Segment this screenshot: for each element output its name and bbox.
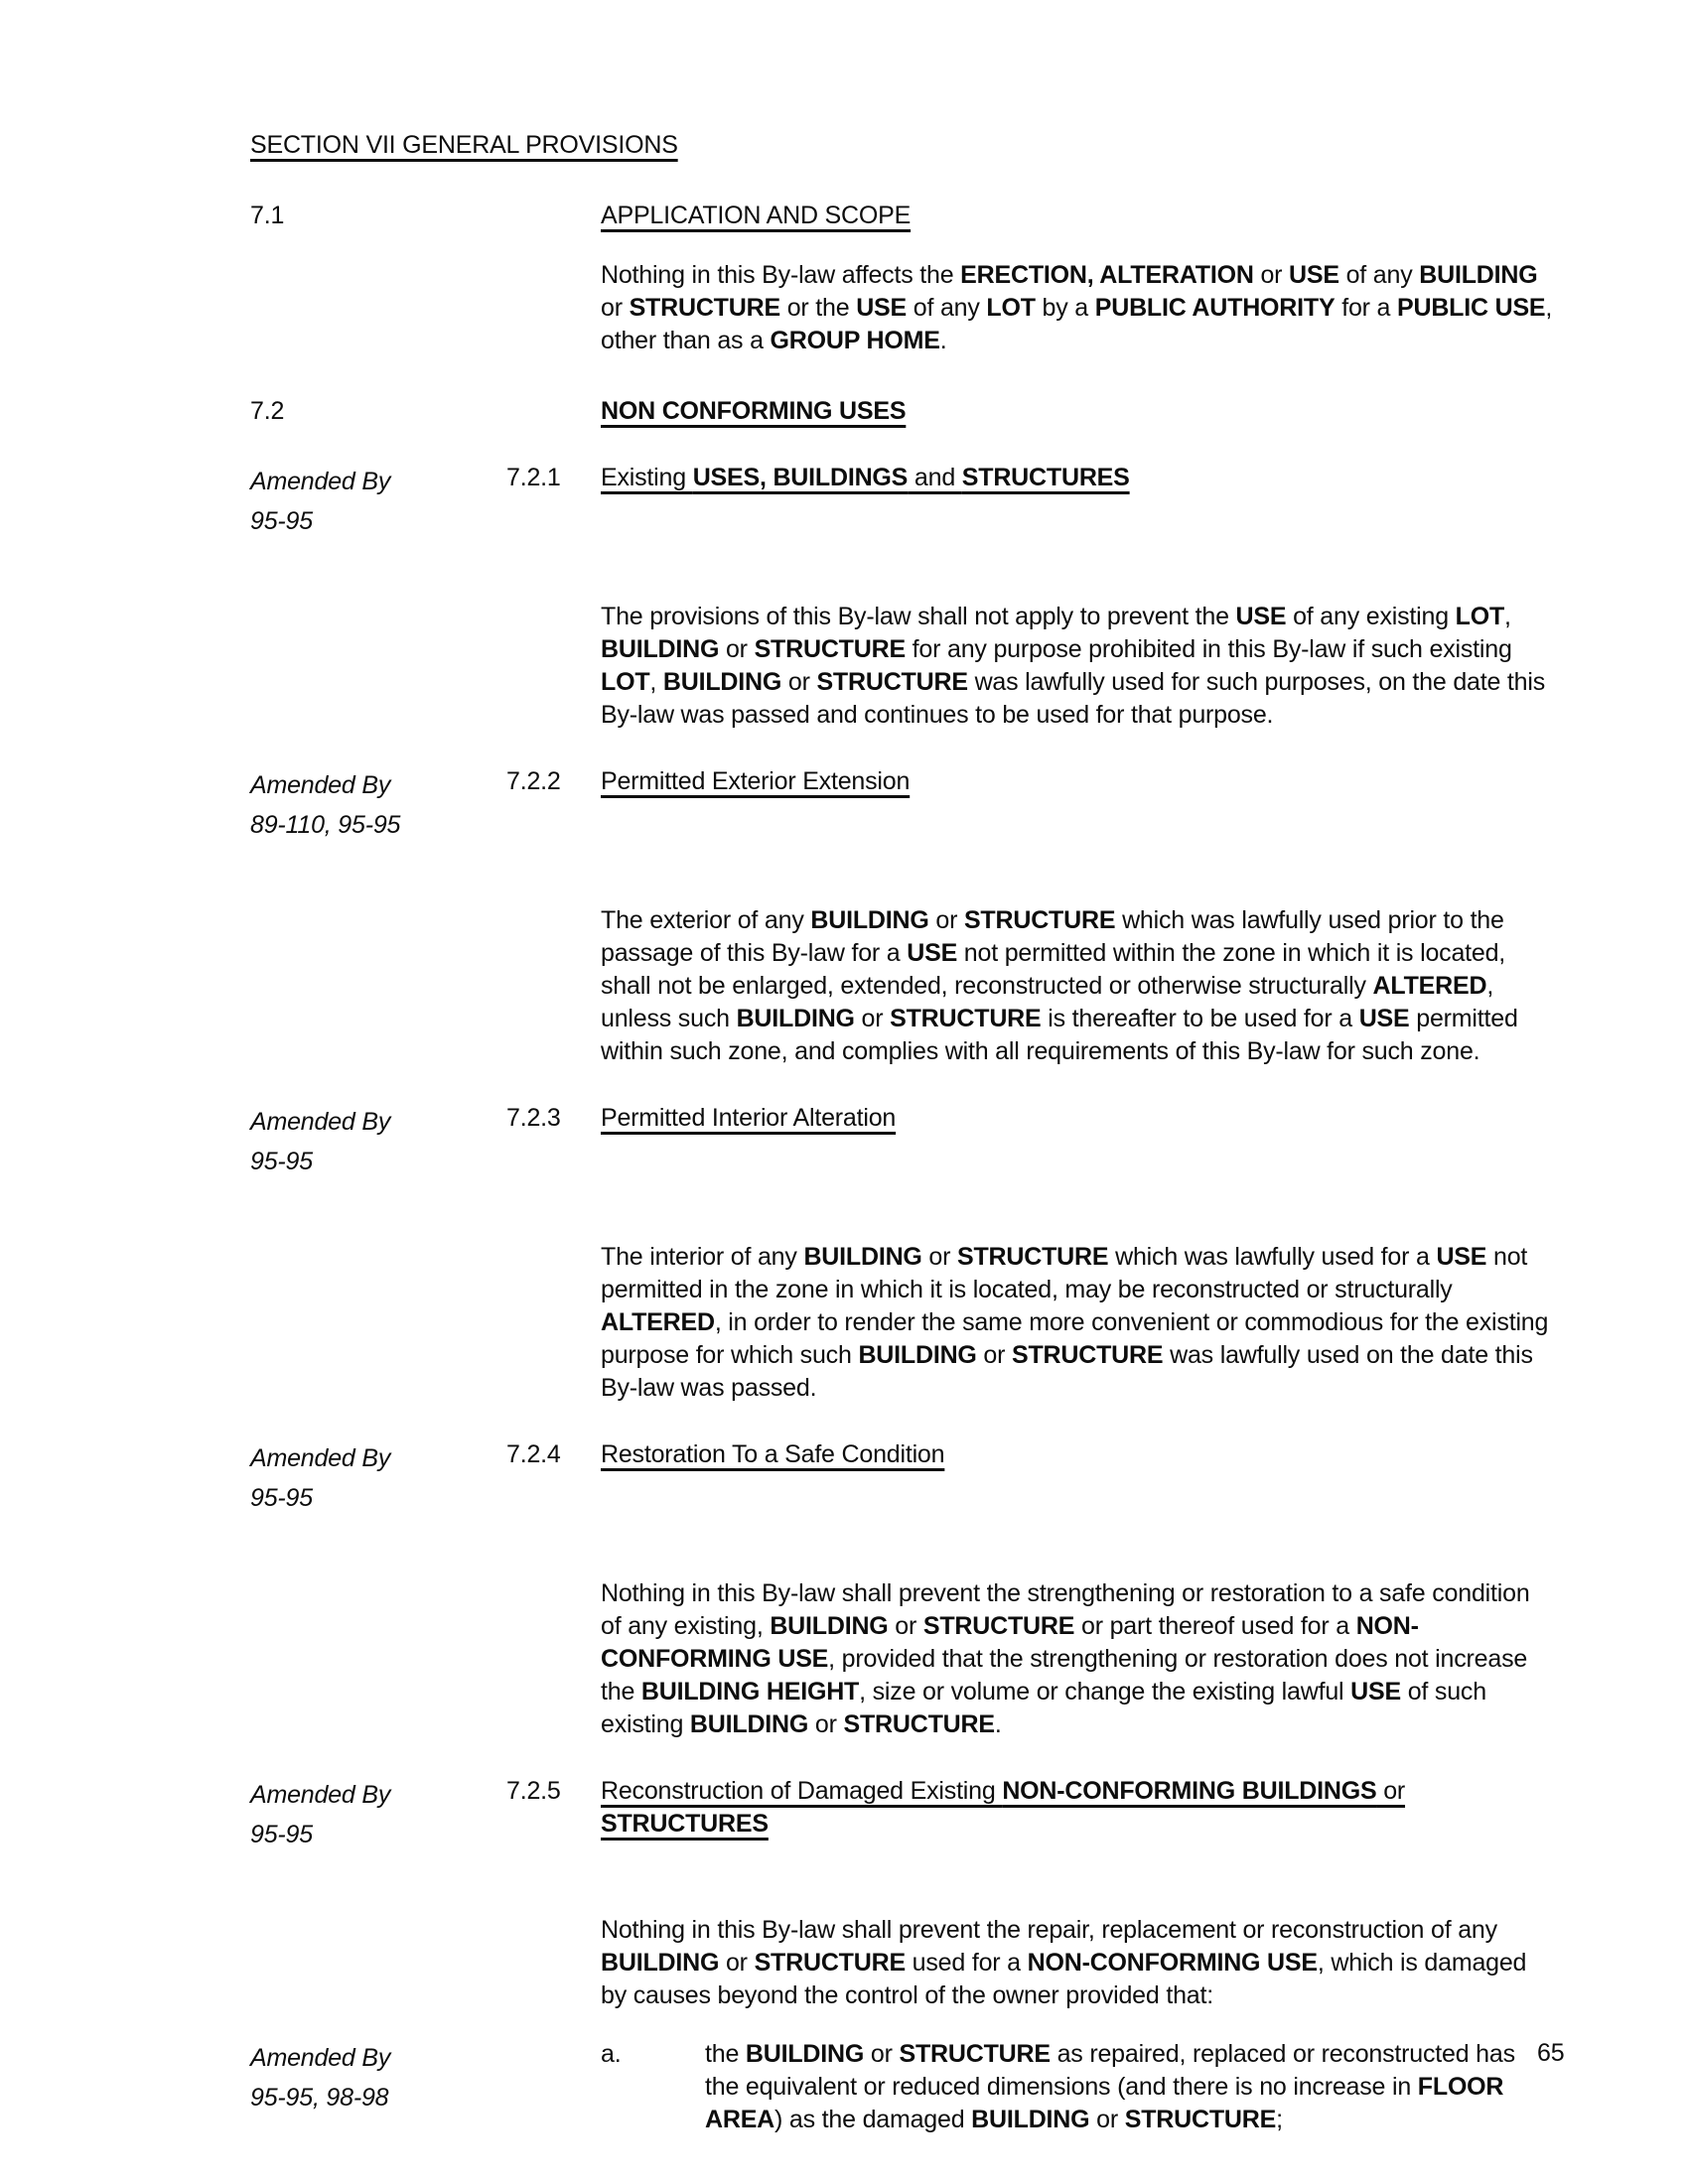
bold-term: USE [1289,261,1339,289]
text-segment: of such existing [601,1678,1486,1738]
paragraph [601,601,1554,732]
text-column [601,1914,1554,2012]
bold-term: STRUCTURE [629,294,780,322]
section-number: 7.2 [250,397,285,425]
text-segment: or [601,294,630,322]
text-column [601,1577,1554,1741]
amendment-margin-note [250,1438,506,1518]
bold-term: STRUCTURES [961,464,1130,491]
left-column [250,2038,506,2117]
text-segment: or [1253,261,1290,289]
bold-term: ALTERED [1372,972,1487,1000]
text-segment: which was lawfully used for a [1108,1243,1437,1271]
text-segment: Permitted Exterior Extension [601,767,911,795]
bold-term: STRUCTURE [1012,1341,1164,1369]
number-column [506,601,601,602]
text-segment: The interior of any [601,1243,804,1271]
bold-term: LOT [1455,603,1505,630]
paragraph [601,1577,1554,1741]
bold-term: NON-CONFORMING BUILDINGS [1002,1777,1377,1805]
bold-term: ERECTION, ALTERATION [960,261,1254,289]
text-segment: the [705,2040,746,2068]
number-column [506,1438,601,1471]
text-segment: permitted within such zone, and complies with all requirements of this By-law for such zone. [601,1005,1518,1065]
text-column [601,1102,1554,1135]
amendment-margin-note [250,1775,506,1854]
text-segment: ; [1276,2106,1283,2133]
text-column [601,395,1554,428]
bold-term: BUILDING [971,2106,1090,2133]
bold-term: BUILDING [601,1949,720,1977]
text-segment: , provided that the strengthening or restoration does not increase the [601,1645,1528,1706]
section-heading [601,397,906,425]
bold-term: BUILDING [803,1243,922,1271]
bold-term: STRUCTURE [899,2040,1051,2068]
bold-term: STRUCTURE [922,1612,1075,1640]
text-segment: Reconstruction of Damaged Existing [601,1777,1003,1805]
bold-term: BUILDING [1419,261,1538,289]
text-segment: or [864,2040,900,2068]
text-segment: or [976,1341,1012,1369]
text-segment: or [921,1243,957,1271]
paragraph [601,259,1554,357]
bold-term: BUILDING [601,635,720,663]
text-segment: or the [779,294,857,322]
bold-term: BUILDING [745,2040,865,2068]
text-column [601,2038,1554,2136]
text-segment: ) as the damaged [774,2106,972,2133]
bold-term: BUILDING [736,1005,855,1032]
text-segment: or [928,906,964,934]
text-column [601,462,1554,494]
text-segment: of any [1338,261,1420,289]
number-column [506,765,601,798]
text-column [601,1775,1554,1841]
list-item-text [705,2038,1554,2136]
bold-term: GROUP HOME [770,327,940,354]
amendment-note-line: Amended By [250,771,391,799]
left-column [250,1438,506,1518]
bold-term: STRUCTURE [843,1710,995,1738]
bold-term: BUILDING [858,1341,977,1369]
list-item [601,2038,1554,2136]
text-column [601,765,1554,798]
text-segment: or [1089,2106,1125,2133]
left-column [250,1102,506,1181]
paragraph-row [250,904,1554,1068]
paragraph-row [250,1241,1554,1405]
bold-term: NON-CONFORMING USE [601,1612,1419,1673]
text-segment: or [808,1710,844,1738]
paragraph-row [250,1914,1554,2012]
bold-term: BUILDING [662,668,782,696]
text-segment: or [888,1612,923,1640]
text-column [601,601,1554,732]
amendment-margin-note [250,2038,506,2117]
bold-term: LOT [601,668,650,696]
text-segment: , size or volume or change the existing lawful [859,1678,1351,1706]
text-segment: APPLICATION AND SCOPE [601,202,912,229]
text-segment: . [939,327,947,354]
left-column [250,395,506,428]
bold-term: STRUCTURE [963,906,1116,934]
amendment-note-line: Amended By [250,1781,391,1809]
amendment-note-line: 95-95 [250,507,313,535]
section-7-2-5 [250,1775,1554,1854]
text-segment: or part thereof used for a [1074,1612,1356,1640]
bold-term: USES, BUILDINGS [692,464,909,491]
text-segment: not permitted within the zone in which it is located, shall not be enlarged, extended, reconstructed or otherwise structurally [601,939,1506,1000]
text-segment: as repaired, replaced or reconstructed has the equivalent or reduced dimensions (and there is no increase in [705,2040,1515,2101]
text-segment: and [908,464,962,491]
bold-term: USE [907,939,958,967]
list-item-row [250,2038,1554,2136]
section-number: 7.2.3 [506,1104,561,1132]
text-segment: or [781,668,817,696]
text-segment: NON CONFORMING USES [601,397,907,425]
section-heading [601,464,1130,491]
paragraph-row [250,601,1554,732]
bold-term: STRUCTURE [754,1949,906,1977]
text-column [601,1241,1554,1405]
number-column [506,904,601,905]
text-segment: Existing [601,464,693,491]
bold-term: ALTERED [601,1308,715,1336]
bold-term: STRUCTURE [1124,2106,1277,2133]
left-column [250,1577,506,1578]
bold-term: STRUCTURE [816,668,968,696]
text-segment: or [1376,1777,1406,1805]
left-column [250,1914,506,1915]
bold-term: STRUCTURE [890,1005,1042,1032]
number-column [506,1102,601,1135]
text-segment: , [1504,603,1511,630]
amendment-note-line: 89-110, 95-95 [250,811,401,839]
amendment-note-line: 95-95, 98-98 [250,2084,389,2112]
bold-term: NON-CONFORMING USE [1027,1949,1318,1977]
paragraph [601,1241,1554,1405]
bold-term: USE [1350,1678,1401,1706]
text-column [601,904,1554,1068]
amendment-note-line: 95-95 [250,1821,313,1848]
left-column [250,259,506,260]
bold-term: FLOOR AREA [705,2073,1504,2133]
bold-term: USE [856,294,907,322]
left-column [250,904,506,905]
number-column [506,395,601,396]
text-segment: was lawfully used on the date this By-law was passed. [601,1341,1533,1402]
bold-term: BUILDING [689,1710,809,1738]
amendment-margin-note [250,765,506,845]
bold-term: STRUCTURE [957,1243,1109,1271]
text-segment: by a [1035,294,1095,322]
text-segment: The provisions of this By-law shall not apply to prevent the [601,603,1236,630]
number-column [506,2038,601,2039]
section-number: 7.1 [250,202,285,229]
paragraph [601,1914,1554,2012]
text-segment: is thereafter to be used for a [1041,1005,1359,1032]
section-7-2-2 [250,765,1554,845]
left-column [250,200,506,232]
list-marker: a. [601,2040,622,2068]
left-column [250,765,506,845]
text-segment: Restoration To a Safe Condition [601,1440,945,1468]
text-segment: or [719,1949,755,1977]
section-heading [601,1104,896,1132]
left-column [250,462,506,541]
text-segment: or [719,635,755,663]
text-segment: for a [1335,294,1397,322]
text-segment: , [649,668,663,696]
section-7-2-1 [250,462,1554,541]
left-column [250,601,506,602]
text-segment: used for a [905,1949,1028,1977]
section-heading [601,767,910,795]
bold-term: PUBLIC AUTHORITY [1094,294,1336,322]
section-heading [601,1440,944,1468]
text-segment: , other than as a [601,294,1553,354]
bold-term: USE [1235,603,1287,630]
section-7-2 [250,395,1554,428]
text-segment: , in order to render the same more convenient or commodious for the existing purpose for which such [601,1308,1549,1369]
amendment-note-line: Amended By [250,2044,391,2072]
bold-term: LOT [986,294,1036,322]
text-column [601,259,1554,357]
number-column [506,1775,601,1808]
text-column [601,200,1554,232]
section-number: 7.2.5 [506,1777,561,1805]
amendment-margin-note [250,462,506,541]
number-column [506,1914,601,1915]
section-heading [601,202,911,229]
text-segment: which was lawfully used prior to the passage of this By-law for a [601,906,1504,967]
text-segment: Nothing in this By-law shall prevent the repair, replacement or reconstruction of any [601,1916,1497,1944]
text-segment: of any existing [1286,603,1456,630]
section-number: 7.2.1 [506,464,561,491]
left-column [250,1241,506,1242]
amendment-note-line: 95-95 [250,1148,313,1175]
text-segment: Nothing in this By-law affects the [601,261,961,289]
section-7-2-3 [250,1102,1554,1181]
text-segment: or [854,1005,891,1032]
sections-container [250,200,1554,2136]
text-segment: Nothing in this By-law shall prevent the strengthening or restoration to a safe condition of any existing, [601,1579,1530,1640]
bold-term: PUBLIC USE [1396,294,1546,322]
document-title [250,129,1554,162]
bold-term: BUILDING [810,906,929,934]
text-segment: The exterior of any [601,906,811,934]
text-segment: of any [907,294,987,322]
page-number: 65 [1537,2039,1565,2067]
text-segment: for any purpose prohibited in this By-law if such existing [905,635,1512,663]
paragraph [601,904,1554,1068]
amendment-note-line: Amended By [250,468,391,495]
text-segment: not permitted in the zone in which it is located, may be reconstructed or structurally [601,1243,1528,1303]
bold-term: USE [1436,1243,1487,1271]
text-segment: , unless such [601,972,1494,1032]
document-title-text: SECTION VII GENERAL PROVISIONS [250,131,678,159]
amendment-note-line: Amended By [250,1444,391,1472]
text-column [601,1438,1554,1471]
section-7-1 [250,200,1554,232]
amendment-note-line: 95-95 [250,1484,313,1512]
paragraph-row [250,259,1554,357]
bold-term: BUILDING [770,1612,889,1640]
section-heading [601,1777,1405,1838]
bold-term: STRUCTURE [754,635,906,663]
text-segment: Permitted Interior Alteration [601,1104,897,1132]
paragraph-row [250,1577,1554,1741]
section-number: 7.2.2 [506,767,561,795]
number-column [506,1577,601,1578]
amendment-note-line: Amended By [250,1108,391,1136]
bold-term: STRUCTURES [601,1810,769,1838]
number-column [506,200,601,201]
text-segment: , which is damaged by causes beyond the control of the owner provided that: [601,1949,1527,2009]
number-column [506,1241,601,1242]
page-content [250,129,1554,2136]
section-7-2-4 [250,1438,1554,1518]
left-column [250,1775,506,1854]
bold-term: BUILDING HEIGHT [640,1678,860,1706]
number-column [506,462,601,494]
bold-term: USE [1358,1005,1410,1032]
text-segment: . [994,1710,1002,1738]
number-column [506,259,601,260]
section-number: 7.2.4 [506,1440,561,1468]
amendment-margin-note [250,1102,506,1181]
text-segment: was lawfully used for such purposes, on the date this By-law was passed and continues to be used for that purpose. [601,668,1546,729]
